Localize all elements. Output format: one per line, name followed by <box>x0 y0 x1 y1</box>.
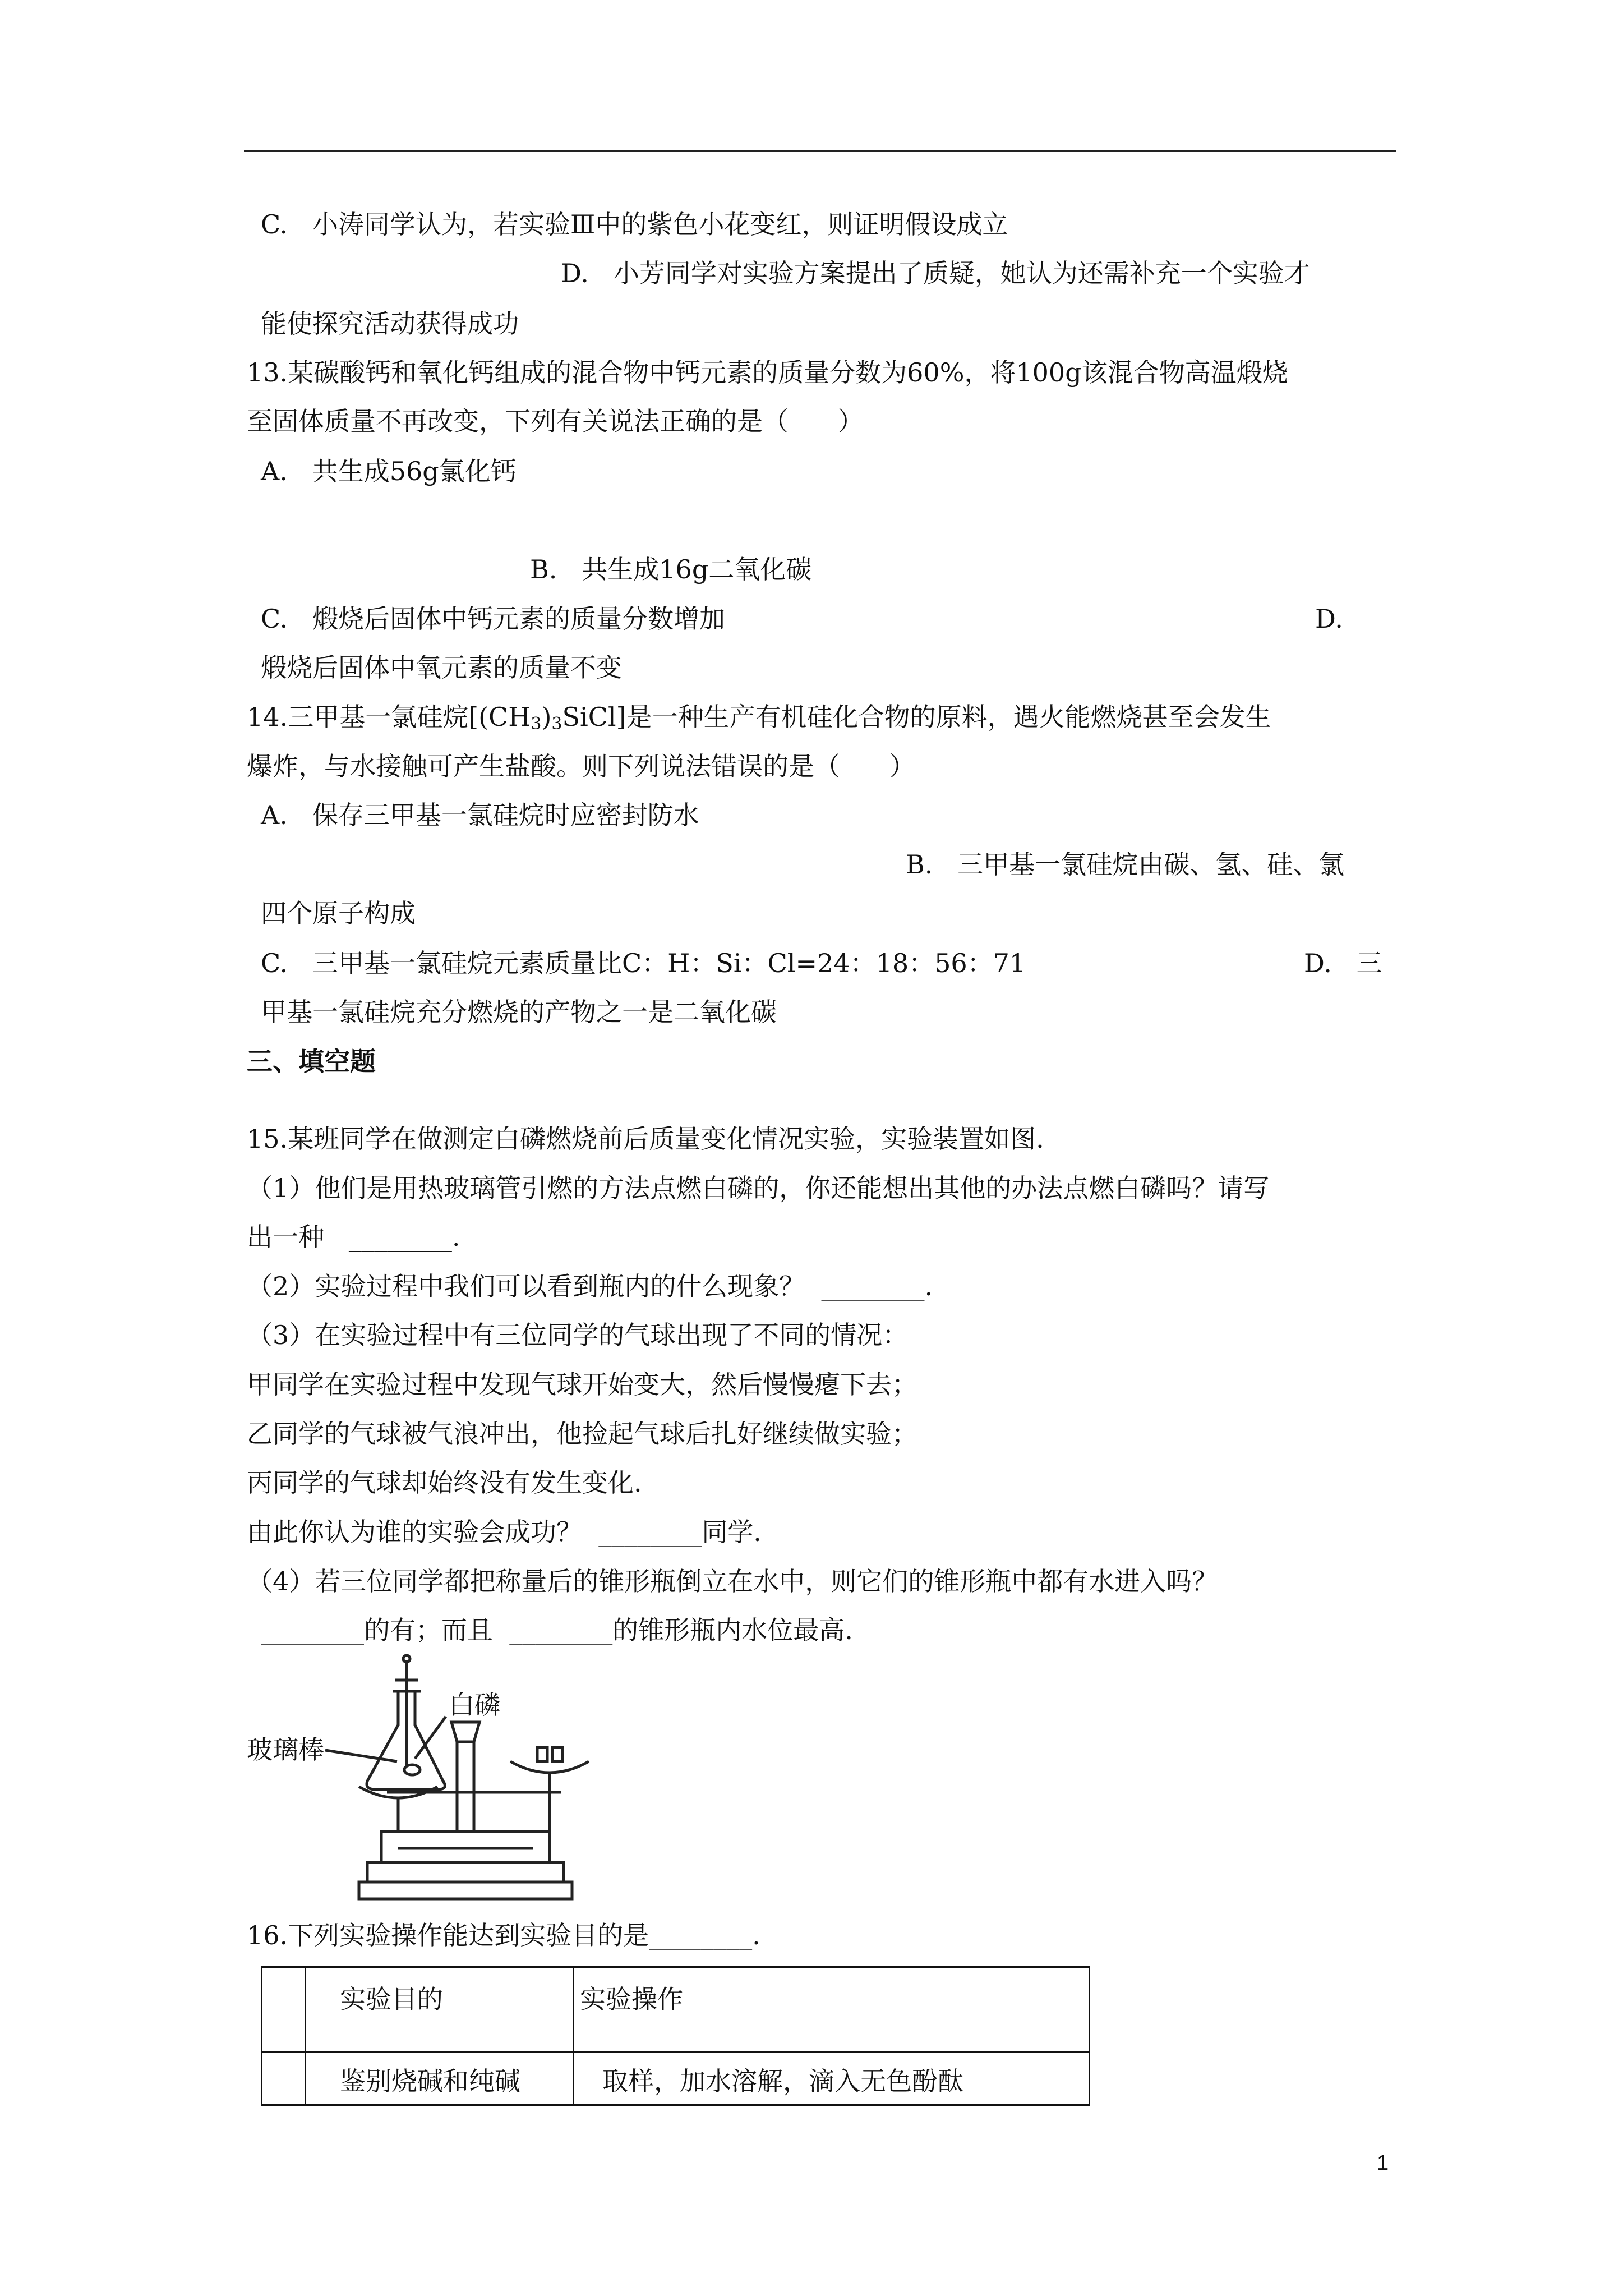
q13-option-b: B. 共生成16g二氧化碳 <box>530 554 812 585</box>
balance-apparatus-figure <box>247 1652 628 1904</box>
q15-student-bing: 丙同学的气球却始终没有发生变化. <box>247 1467 642 1498</box>
q13-option-c: C. 煅烧后固体中钙元素的质量分数增加 <box>261 604 726 634</box>
q12-option-d-line2: 能使探究活动获得成功 <box>261 309 519 339</box>
q15-part1-line2: 出一种 ________. <box>247 1222 460 1252</box>
q16-stem: 16.下列实验操作能达到实验目的是________. <box>247 1920 760 1950</box>
q14-option-c: C. 三甲基一氯硅烷元素质量比C：H：Si：Cl=24：18：56：71 <box>261 948 1026 978</box>
q14-stem-line1: 14.三甲基一氯硅烷$[(CH_3)_3SiCl]$是一种生产有机硅化合物的原料，遇火能燃烧甚至会发生 <box>247 702 1271 734</box>
table-cell <box>262 2052 306 2105</box>
table-header-cell: 实验目的 <box>306 1967 574 2052</box>
q14-stem-line2: 爆炸，与水接触可产生盐酸。则下列说法错误的是（ ） <box>247 751 915 781</box>
table-cell: 鉴别烧碱和纯碱 <box>306 2052 574 2105</box>
q12-option-d-line1: D. 小芳同学对实验方案提出了质疑，她认为还需补充一个实验才 <box>561 258 1310 288</box>
q13-stem-line2: 至固体质量不再改变，下列有关说法正确的是（ ） <box>247 406 864 436</box>
q14-option-b-line2: 四个原子构成 <box>261 898 416 928</box>
q16-table <box>261 1966 1090 2106</box>
q15-student-yi: 乙同学的气球被气浪冲出，他捡起气球后扎好继续做实验； <box>247 1419 917 1449</box>
table-cell: 取样，加水溶解，滴入无色酚酞 <box>574 2052 1090 2105</box>
table-header-cell <box>262 1967 306 2052</box>
page-number: 1 <box>1377 2151 1389 2175</box>
q14-option-d-line2: 甲基一氯硅烷充分燃烧的产物之一是二氧化碳 <box>261 997 777 1027</box>
q13-option-a: A. 共生成56g氯化钙 <box>261 456 517 486</box>
header-rule <box>244 150 1396 152</box>
label-glass-rod: 玻璃棒 <box>247 1734 324 1765</box>
q14-option-a: A. 保存三甲基一氯硅烷时应密封防水 <box>261 800 699 830</box>
q12-option-c: C. 小涛同学认为，若实验Ⅲ中的紫色小花变红，则证明假设成立 <box>261 209 1008 240</box>
q15-ask: 由此你认为谁的实验会成功？ ________同学. <box>247 1517 762 1547</box>
q15-part1-line1: （1）他们是用热玻璃管引燃的方法点燃白磷的，你还能想出其他的办法点燃白磷吗？请写 <box>247 1173 1270 1203</box>
q15-part4-line1: （4）若三位同学都把称量后的锥形瓶倒立在水中，则它们的锥形瓶中都有水进入吗？ <box>247 1566 1218 1596</box>
q13-option-d-text: 煅烧后固体中氧元素的质量不变 <box>261 652 622 683</box>
q14-option-d-line1: D. 三 <box>1304 948 1382 978</box>
q15-part3: （3）在实验过程中有三位同学的气球出现了不同的情况： <box>247 1320 909 1350</box>
q13-option-d-label: D. <box>1315 604 1343 634</box>
section-title-fill-blank: 三、填空题 <box>247 1046 376 1076</box>
q15-part2: （2）实验过程中我们可以看到瓶内的什么现象？ ________. <box>247 1271 933 1301</box>
q13-stem-line1: 13.某碳酸钙和氧化钙组成的混合物中钙元素的质量分数为60%，将100g该混合物高温煅烧 <box>247 357 1288 388</box>
label-white-phosphorus: 白磷 <box>449 1690 500 1720</box>
table-header-cell: 实验操作 <box>574 1967 1090 2052</box>
q14-option-b-line1: B. 三甲基一氯硅烷由碳、氢、硅、氯 <box>906 849 1345 880</box>
q15-stem: 15.某班同学在做测定白磷燃烧前后质量变化情况实验，实验装置如图. <box>247 1124 1044 1154</box>
q15-part4-line2: ________的有；而且 ________的锥形瓶内水位最高. <box>261 1615 853 1645</box>
table-header-row <box>262 1967 1090 2052</box>
q15-student-jia: 甲同学在实验过程中发现气球开始变大，然后慢慢瘪下去； <box>247 1369 917 1400</box>
table-row <box>262 2052 1090 2105</box>
